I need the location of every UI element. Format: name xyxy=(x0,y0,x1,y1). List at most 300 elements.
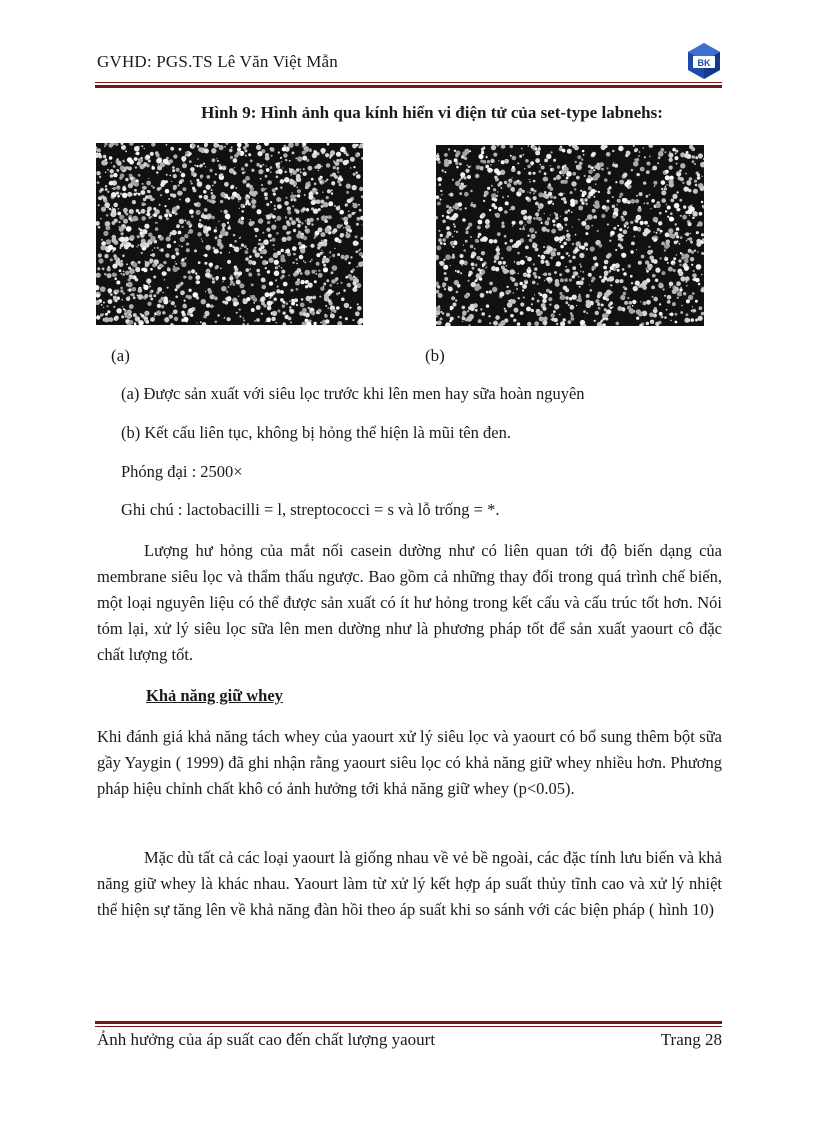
micro-particle xyxy=(624,287,627,290)
micro-particle xyxy=(495,315,500,320)
micro-particle xyxy=(97,181,100,184)
micrograph-b-image xyxy=(436,145,704,326)
micro-particle xyxy=(98,196,102,200)
micro-particle xyxy=(636,195,638,197)
micro-particle xyxy=(346,184,351,189)
micro-particle xyxy=(628,185,631,188)
micro-particle xyxy=(621,253,626,258)
micro-particle xyxy=(123,208,128,213)
micro-particle xyxy=(437,202,441,206)
micro-particle xyxy=(134,322,137,325)
figure-title: Hình 9: Hình ảnh qua kính hiển vi điện tử của set-type labnehs: xyxy=(201,103,663,122)
micro-particle xyxy=(302,207,306,211)
micro-particle xyxy=(257,209,262,214)
micro-particle xyxy=(207,288,211,292)
micro-particle xyxy=(607,188,610,191)
micro-particle xyxy=(302,281,303,282)
micro-particle xyxy=(344,221,348,225)
micro-particle xyxy=(349,229,353,233)
micro-particle xyxy=(278,162,281,165)
micro-particle xyxy=(588,191,593,196)
micro-particle xyxy=(191,171,195,175)
micro-particle xyxy=(664,249,666,251)
micro-particle xyxy=(318,227,323,232)
micro-particle xyxy=(542,299,547,304)
micro-particle xyxy=(542,320,547,325)
micro-particle xyxy=(318,243,322,247)
micro-particle xyxy=(109,208,111,210)
micro-particle xyxy=(575,234,577,236)
micro-particle xyxy=(688,183,690,185)
footer-rule-thick xyxy=(95,1021,722,1024)
micro-particle xyxy=(251,169,254,172)
micro-particle xyxy=(146,164,149,167)
micro-particle xyxy=(321,166,323,168)
micro-particle xyxy=(656,232,658,234)
micro-particle xyxy=(295,283,297,285)
micro-particle xyxy=(158,215,162,219)
micro-particle xyxy=(336,306,340,310)
micro-particle xyxy=(591,225,593,227)
micro-particle xyxy=(494,260,497,263)
micro-particle xyxy=(153,207,156,210)
micro-particle xyxy=(117,187,120,190)
micro-particle xyxy=(147,213,151,217)
micro-particle xyxy=(652,296,654,298)
micro-particle xyxy=(190,180,192,182)
micro-particle xyxy=(245,268,249,272)
micro-particle xyxy=(555,216,559,220)
micro-particle xyxy=(605,209,608,212)
micro-particle xyxy=(651,321,654,324)
micro-particle xyxy=(653,297,658,302)
micro-particle xyxy=(266,168,270,172)
micro-particle xyxy=(562,175,563,176)
micro-particle xyxy=(258,243,261,246)
micro-particle xyxy=(528,172,531,175)
micro-particle xyxy=(212,185,214,187)
micro-particle xyxy=(622,268,625,271)
micro-particle xyxy=(299,255,304,260)
micro-particle xyxy=(463,249,466,252)
micro-particle xyxy=(274,249,275,250)
micro-particle xyxy=(676,281,681,286)
micro-particle xyxy=(261,188,265,192)
micro-particle xyxy=(320,287,324,291)
micro-particle xyxy=(613,227,616,230)
micro-particle xyxy=(282,147,286,151)
micro-particle xyxy=(535,202,539,206)
micro-particle xyxy=(617,269,620,272)
micro-particle xyxy=(150,152,154,156)
micro-particle xyxy=(179,180,183,184)
micro-particle xyxy=(228,226,231,229)
micro-particle xyxy=(627,200,631,204)
micro-particle xyxy=(353,173,356,176)
micro-particle xyxy=(607,315,609,317)
micro-particle xyxy=(561,180,565,184)
micro-particle xyxy=(188,232,190,234)
micro-particle xyxy=(691,264,693,266)
micro-particle xyxy=(151,185,153,187)
micro-particle xyxy=(551,313,555,317)
micro-particle xyxy=(149,259,153,263)
micro-particle xyxy=(106,226,111,231)
micro-particle xyxy=(670,199,674,203)
micro-particle xyxy=(441,194,443,196)
micro-particle xyxy=(272,215,276,219)
micro-particle xyxy=(170,147,174,151)
micro-particle xyxy=(651,169,652,170)
micro-particle xyxy=(171,255,175,259)
micro-particle xyxy=(614,164,618,168)
micro-particle xyxy=(471,255,475,259)
micro-particle xyxy=(436,216,438,220)
micro-particle xyxy=(263,304,266,307)
micro-particle xyxy=(527,322,531,326)
micro-particle xyxy=(572,243,575,246)
micro-particle xyxy=(181,246,183,248)
micro-particle xyxy=(701,233,704,236)
micro-particle xyxy=(463,177,464,178)
micro-particle xyxy=(440,190,442,192)
micro-particle xyxy=(197,181,203,187)
micro-particle xyxy=(547,217,550,220)
micro-particle xyxy=(531,303,533,305)
micro-particle xyxy=(675,156,679,160)
micro-particle xyxy=(497,183,501,187)
micro-particle xyxy=(297,273,299,275)
micro-particle xyxy=(276,216,281,221)
micro-particle xyxy=(668,267,673,272)
micro-particle xyxy=(180,290,185,295)
micro-particle xyxy=(328,299,332,303)
micro-particle xyxy=(268,234,272,238)
micro-particle xyxy=(176,285,180,289)
micro-particle xyxy=(141,216,146,221)
micro-particle xyxy=(658,221,662,225)
micro-particle xyxy=(619,201,621,203)
micro-particle xyxy=(132,262,137,267)
micro-particle xyxy=(505,242,508,245)
micro-particle xyxy=(132,271,135,274)
micro-particle xyxy=(563,318,566,321)
micro-particle xyxy=(579,253,584,258)
micro-particle xyxy=(352,268,355,271)
micro-particle xyxy=(338,239,342,243)
micro-particle xyxy=(291,220,296,225)
micro-particle xyxy=(200,223,202,225)
micro-particle xyxy=(117,297,120,300)
micro-particle xyxy=(661,188,663,190)
micro-particle xyxy=(543,177,548,182)
micro-particle xyxy=(651,264,652,265)
micro-particle xyxy=(619,196,621,198)
micro-particle xyxy=(306,208,309,211)
micro-particle xyxy=(540,255,545,260)
micro-particle xyxy=(700,154,702,156)
micro-particle xyxy=(200,196,202,198)
micro-particle xyxy=(204,254,207,257)
micro-particle xyxy=(179,284,180,285)
micro-particle xyxy=(462,218,466,222)
micro-particle xyxy=(118,221,120,223)
micro-particle xyxy=(445,322,451,326)
micro-particle xyxy=(550,187,554,191)
micro-particle xyxy=(136,246,138,248)
micro-particle xyxy=(345,255,349,259)
micro-particle xyxy=(655,268,660,273)
micro-particle xyxy=(595,183,597,185)
micro-particle xyxy=(669,151,671,153)
micro-particle xyxy=(138,261,141,264)
micro-particle xyxy=(247,323,249,325)
micro-particle xyxy=(680,252,682,254)
micro-particle xyxy=(565,211,568,214)
micro-particle xyxy=(531,297,534,300)
micro-particle xyxy=(145,204,146,205)
micro-particle xyxy=(699,212,703,216)
micro-particle xyxy=(330,150,335,155)
micro-particle xyxy=(286,220,289,223)
micro-particle xyxy=(644,280,646,282)
micro-particle xyxy=(284,177,289,182)
micro-particle xyxy=(292,246,297,251)
micro-particle xyxy=(166,237,171,242)
micro-particle xyxy=(357,306,362,311)
micro-particle xyxy=(613,276,614,277)
micro-particle xyxy=(578,206,583,211)
micro-particle xyxy=(620,295,625,300)
micro-particle xyxy=(200,177,202,179)
micro-particle xyxy=(667,216,669,218)
micro-particle xyxy=(693,270,695,272)
micro-particle xyxy=(546,154,551,159)
micro-particle xyxy=(665,257,667,259)
micro-particle xyxy=(538,209,540,211)
micro-particle xyxy=(627,306,631,310)
micro-particle xyxy=(695,319,698,322)
micro-particle xyxy=(607,254,611,258)
micro-particle xyxy=(298,269,300,271)
micro-particle xyxy=(176,252,180,256)
micro-particle xyxy=(593,256,597,260)
micro-particle xyxy=(660,230,663,233)
micro-particle xyxy=(564,257,565,258)
micro-particle xyxy=(120,193,123,196)
micro-particle xyxy=(116,289,120,293)
micro-particle xyxy=(172,194,176,198)
micro-particle xyxy=(228,296,230,298)
micro-particle xyxy=(175,263,177,265)
micro-particle xyxy=(105,313,108,316)
micro-particle xyxy=(260,251,263,254)
micro-particle xyxy=(581,194,584,197)
micro-particle xyxy=(314,183,317,186)
micro-particle xyxy=(343,160,348,165)
micro-particle xyxy=(455,181,460,186)
micro-particle xyxy=(333,228,337,232)
micro-particle xyxy=(267,301,272,306)
micro-particle xyxy=(695,278,699,282)
micro-particle xyxy=(560,278,564,282)
micro-particle xyxy=(305,226,308,229)
micro-particle xyxy=(591,166,594,169)
micro-particle xyxy=(633,286,638,291)
micro-particle xyxy=(469,314,474,319)
micro-particle xyxy=(173,267,178,272)
micro-particle xyxy=(646,270,649,273)
micro-particle xyxy=(659,312,663,316)
micro-particle xyxy=(690,241,693,244)
micro-particle xyxy=(96,147,97,148)
micro-particle xyxy=(285,159,287,161)
micro-particle xyxy=(585,218,587,220)
micro-particle xyxy=(675,223,677,225)
micro-particle xyxy=(96,285,100,290)
micro-particle xyxy=(276,197,281,202)
micro-particle xyxy=(125,271,130,276)
micro-particle xyxy=(188,308,193,313)
micro-particle xyxy=(320,181,322,183)
micro-particle xyxy=(603,266,607,270)
micro-particle xyxy=(120,290,123,293)
micro-particle xyxy=(105,185,107,187)
micro-particle xyxy=(319,296,321,298)
micro-particle xyxy=(138,228,140,230)
micro-particle xyxy=(167,244,172,249)
micro-particle xyxy=(572,266,576,270)
micro-particle xyxy=(345,203,348,206)
micro-particle xyxy=(610,231,615,236)
micro-particle xyxy=(339,183,342,186)
micro-particle xyxy=(98,204,100,206)
micro-particle xyxy=(185,304,186,305)
micro-particle xyxy=(337,180,341,184)
micro-particle xyxy=(646,322,649,325)
micro-particle xyxy=(353,281,357,285)
micro-particle xyxy=(603,276,607,280)
micro-particle xyxy=(630,221,633,224)
micro-particle xyxy=(181,262,186,267)
micro-particle xyxy=(265,175,268,178)
micro-particle xyxy=(556,175,561,180)
micro-particle xyxy=(470,166,471,167)
micro-particle xyxy=(539,316,544,321)
micro-particle xyxy=(303,168,305,170)
micro-particle xyxy=(260,256,262,258)
micro-particle xyxy=(467,165,469,167)
micro-particle xyxy=(692,211,697,216)
micro-particle xyxy=(530,188,534,192)
micro-particle xyxy=(257,273,260,276)
micro-particle xyxy=(348,262,351,265)
micro-particle xyxy=(616,208,618,210)
micro-particle xyxy=(446,313,450,317)
micro-particle xyxy=(507,302,513,308)
micro-particle xyxy=(507,196,509,198)
micro-particle xyxy=(298,231,301,234)
micro-particle xyxy=(184,220,186,222)
micro-particle xyxy=(231,196,235,200)
micro-particle xyxy=(470,245,474,249)
micro-particle xyxy=(276,289,280,293)
micro-particle xyxy=(265,321,267,323)
micro-particle xyxy=(334,248,335,249)
micro-particle xyxy=(276,170,279,173)
micro-particle xyxy=(673,263,675,265)
micro-particle xyxy=(256,318,260,322)
micro-particle xyxy=(531,165,532,166)
micro-particle xyxy=(612,215,616,219)
micro-particle xyxy=(320,232,325,237)
micro-particle xyxy=(523,273,528,278)
micro-particle xyxy=(580,190,582,192)
micro-particle xyxy=(162,292,164,294)
micro-particle xyxy=(311,194,313,196)
micro-particle xyxy=(126,263,128,265)
micro-particle xyxy=(436,290,439,294)
micro-particle xyxy=(558,226,563,231)
micro-particle xyxy=(664,316,667,319)
micro-particle xyxy=(564,217,568,221)
micro-particle xyxy=(289,306,291,308)
micro-particle xyxy=(315,192,318,195)
micro-particle xyxy=(182,163,187,168)
micro-particle xyxy=(539,170,542,173)
micro-particle xyxy=(172,169,175,172)
micro-particle xyxy=(128,288,132,292)
micro-particle xyxy=(331,181,335,185)
header-rule-thick xyxy=(95,85,722,88)
micro-particle xyxy=(220,268,222,270)
micro-particle xyxy=(512,292,514,294)
micro-particle xyxy=(605,318,606,319)
micro-particle xyxy=(255,235,257,237)
micro-particle xyxy=(345,233,350,238)
micro-particle xyxy=(185,257,187,259)
micro-particle xyxy=(162,271,167,276)
micro-particle xyxy=(274,271,280,277)
micro-particle xyxy=(186,243,189,246)
micro-particle xyxy=(688,237,692,241)
micro-particle xyxy=(346,191,349,194)
bk-university-logo-icon xyxy=(684,41,724,81)
micro-particle xyxy=(601,145,606,150)
micro-particle xyxy=(533,217,536,220)
micro-particle xyxy=(169,175,171,177)
micro-particle xyxy=(602,205,607,210)
micro-particle xyxy=(543,246,545,248)
micro-particle xyxy=(653,217,659,223)
micro-particle xyxy=(701,252,704,255)
micro-particle xyxy=(196,179,199,182)
micro-particle xyxy=(272,238,276,242)
micro-particle xyxy=(691,155,695,159)
micro-particle xyxy=(619,228,622,231)
micro-particle xyxy=(352,319,354,321)
micro-particle xyxy=(311,270,315,274)
micro-particle xyxy=(636,173,639,176)
micro-particle xyxy=(544,159,548,163)
micro-particle xyxy=(546,289,550,293)
micro-particle xyxy=(288,317,292,321)
micro-particle xyxy=(357,217,361,221)
micro-particle xyxy=(241,244,244,247)
micro-particle xyxy=(178,231,182,235)
micro-particle xyxy=(571,314,574,317)
micro-particle xyxy=(672,148,676,152)
